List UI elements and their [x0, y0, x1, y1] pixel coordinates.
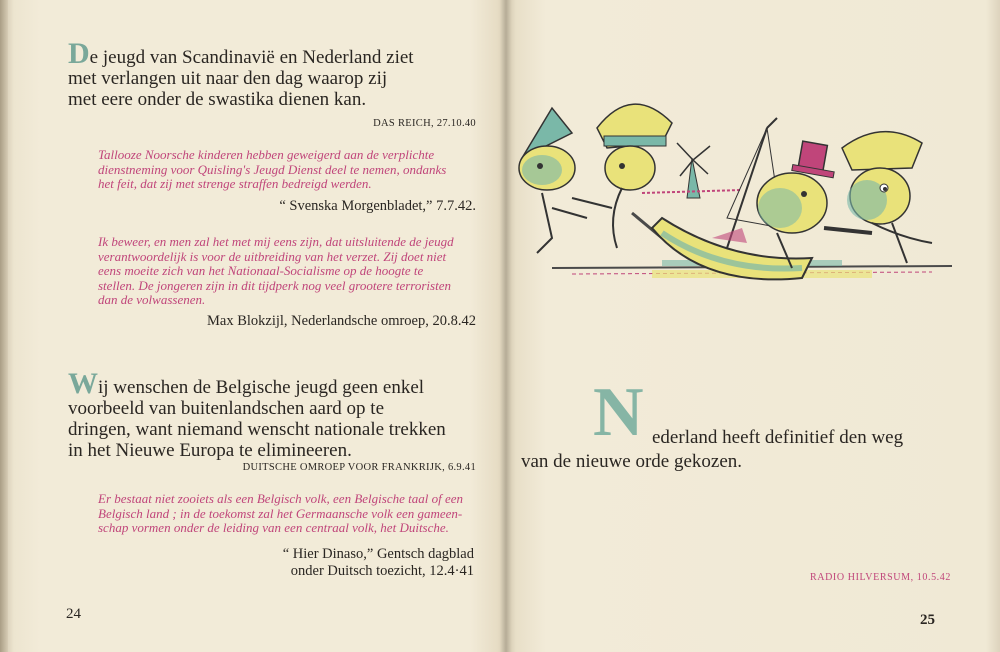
main-text-2-line-3: dringen, want niemand wenscht nationale trekken — [68, 419, 446, 440]
page-edge — [0, 0, 8, 652]
source-duitsche-omroep: DUITSCHE OMROEP VOOR FRANKRIJK, 6.9.41 — [242, 462, 476, 473]
main-text-2 — [68, 367, 478, 461]
quote-1-line-3: het feit, dat zij met strenge straffen bedreigd werden. — [98, 176, 372, 191]
cartoon-illustration — [512, 88, 962, 298]
main-text-2-line-2: voorbeeld van buitenlandschen aard op te — [68, 398, 385, 419]
attribution-blokzijl: Max Blokzijl, Nederlandsche omroep, 20.8.42 — [207, 313, 476, 329]
quote-2-line-1: Ik beweer, en men zal het met mij eens zijn, dat uitsluitende de jeugd — [98, 234, 454, 249]
quote-2-line-2: verantwoordelijk is voor de uitbreiding van het verzet. Zij doet niet — [98, 248, 447, 264]
right-main-text-line-2: van de nieuwe orde gekozen. — [521, 451, 743, 472]
quote-2-line-5: dan de volwassenen. — [98, 292, 206, 307]
attribution-svenska: “ Svenska Morgenbladet,” 7.7.42. — [279, 198, 476, 214]
quote-3-line-1: Er bestaat niet zooiets als een Belgisch volk, een Belgische taal of een — [98, 491, 463, 506]
main-text-2-line-4: in het Nieuwe Europa te elimineeren. — [68, 440, 352, 461]
windmill — [642, 143, 742, 198]
quote-3 — [98, 492, 472, 536]
quote-2-line-4: stellen. De jongeren zijn in dit tijdperk nog veel grootere terroristen — [98, 277, 451, 293]
quote-2-line-3: eens moeite zich van het Nationaal-Socialisme op de hoogte te — [98, 263, 424, 278]
figure-left — [519, 108, 587, 253]
quote-1-line-2: dienstneming voor Quisling's Jeugd Dienst deel te nemen, ondanks — [98, 161, 447, 177]
source-das-reich: DAS REICH, 27.10.40 — [373, 118, 476, 129]
main-text-1-line-3: met eere onder de swastika dienen kan. — [68, 89, 367, 110]
quote-2 — [98, 235, 472, 308]
attribution-dinaso-line-2: onder Duitsch toezicht, 12.4·41 — [290, 563, 474, 579]
main-text-2-line-1: ij wenschen de Belgische jeugd geen enkel — [98, 377, 425, 398]
initial-n: N — [593, 374, 644, 451]
attribution-dinaso-line-1: “ Hier Dinaso,” Gentsch dagblad — [282, 546, 474, 562]
main-text-1-line-1: e jeugd van Scandinavië en Nederland ziet — [89, 47, 414, 68]
attribution-dinaso — [200, 546, 474, 580]
page-number-left: 24 — [66, 606, 81, 622]
quote-1-line-1: Tallooze Noorsche kinderen hebben geweigerd aan de verplichte — [98, 147, 435, 162]
quote-1 — [98, 148, 472, 192]
figure-top-hat — [757, 141, 834, 268]
main-text-1-line-2: met verlangen uit naar den dag waarop zij — [68, 68, 388, 89]
gutter-shadow — [500, 0, 512, 652]
initial-d: D — [68, 37, 90, 70]
right-main-text — [652, 426, 952, 450]
initial-w: W — [68, 367, 98, 400]
quote-3-line-2: Belgisch land ; in de toekomst zal het Germaansche volk een gameen- — [98, 505, 463, 521]
page-number-right: 25 — [920, 612, 935, 628]
source-radio-hilversum: RADIO HILVERSUM, 10.5.42 — [810, 572, 951, 583]
main-text-1 — [68, 37, 478, 110]
quote-3-line-3: schap vormen onder de leiding van een centraal volk, het Duitsche. — [98, 520, 449, 535]
figure-right — [824, 132, 932, 263]
right-main-text-line-1: ederland heeft definitief den weg — [652, 427, 904, 448]
